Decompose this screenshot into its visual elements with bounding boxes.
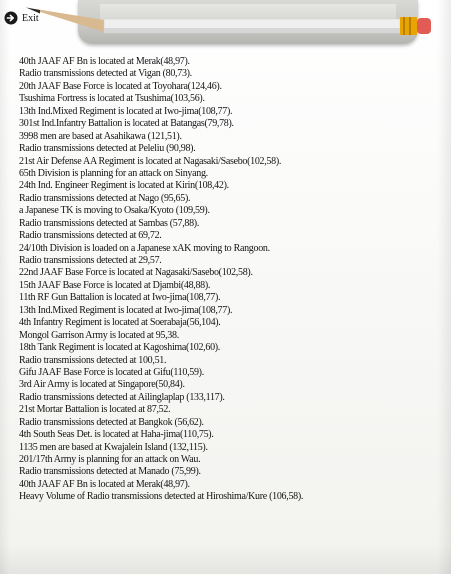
- paper-shade-left: [0, 0, 10, 574]
- paper-shade-bottom: [0, 544, 451, 574]
- message-line: 301st Ind.Infantry Battalion is located at Batangas(79,78).: [19, 118, 234, 130]
- message-line: 21st Air Defense AA Regiment is located at Nagasaki/Sasebo(102,58).: [19, 155, 282, 167]
- message-line: 11th RF Gun Battalion is located at Iwo-jima(108,77).: [19, 292, 221, 304]
- message-line: 40th JAAF AF Bn is located at Merak(48,97).: [19, 56, 190, 67]
- message-line: Radio transmissions detected at Peleliu (90,98).: [19, 143, 196, 155]
- message-line: Radio transmissions detected at Ailinglaplap (133,117).: [19, 391, 225, 403]
- message-line: 15th JAAF Base Force is located at Djambi(48,88).: [19, 279, 211, 291]
- message-line: Radio transmissions detected at Vigan (80,73).: [19, 68, 192, 80]
- exit-label: Exit: [22, 12, 39, 24]
- message-line: Radio transmissions detected at 29,57.: [19, 255, 162, 266]
- message-line: 1135 men are based at Kwajalein Island (132,115).: [19, 441, 208, 453]
- message-line: 201/17th Army is planning for an attack on Wau.: [19, 454, 201, 465]
- message-line: 3998 men are based at Asahikawa (121,51).: [19, 130, 182, 142]
- message-line: 65th Division is planning for an attack on Sinyang.: [19, 167, 208, 179]
- message-line: 24th Ind. Engineer Regiment is located at Kirin(108,42).: [19, 180, 229, 192]
- message-log: [19, 56, 444, 504]
- message-line: 21st Mortar Battalion is located at 87,52.: [19, 404, 171, 416]
- message-line: 13th Ind.Mixed Regiment is located at Iwo-jima(108,77).: [19, 304, 233, 316]
- message-line: Radio transmissions detected at Manado (75,99).: [19, 466, 201, 478]
- message-line: Tsushima Fortress is located at Tsushima(103,56).: [19, 93, 205, 105]
- message-line: 3rd Air Army is located at Singapore(50,84).: [19, 379, 185, 391]
- message-line: 18th Tank Regiment is located at Kagoshima(102,60).: [19, 342, 220, 354]
- message-line: Radio transmissions detected at 100,51.: [19, 354, 167, 366]
- message-line: 20th JAAF Base Force is located at Toyohara(124,46).: [19, 80, 222, 92]
- message-line: 4th Infantry Regiment is located at Soerabaja(56,104).: [19, 317, 221, 329]
- message-line: Gifu JAAF Base Force is located at Gifu(110,59).: [19, 366, 204, 378]
- message-line: Radio transmissions detected at Nago (95,65).: [19, 192, 191, 204]
- message-line: Mongol Garrison Army is located at 95,38.: [19, 329, 179, 341]
- message-line: a Japanese TK is moving to Osaka/Kyoto (109,59).: [19, 205, 210, 217]
- message-line: 13th Ind.Mixed Regiment is located at Iwo-jima(108,77).: [19, 105, 233, 117]
- message-line: 24/10th Division is loaded on a Japanese xAK moving to Rangoon.: [19, 242, 270, 254]
- message-line: 40th JAAF AF Bn is located at Merak(48,97).: [19, 478, 190, 490]
- message-line: Radio transmissions detected at Sambas (57,88).: [19, 217, 200, 229]
- message-line: Radio transmissions detected at Bangkok (56,62).: [19, 416, 204, 428]
- message-line: 4th South Seas Det. is located at Haha-jima(110,75).: [19, 429, 214, 441]
- message-line: Heavy Volume of Radio transmissions detected at Hiroshima/Kure (106,58).: [19, 491, 304, 503]
- arrow-circle-icon: [4, 11, 18, 25]
- pencil-icon: [26, 6, 444, 46]
- message-line: Radio transmissions detected at 69,72.: [19, 230, 162, 242]
- message-line: 22nd JAAF Base Force is located at Nagasaki/Sasebo(102,58).: [19, 267, 253, 279]
